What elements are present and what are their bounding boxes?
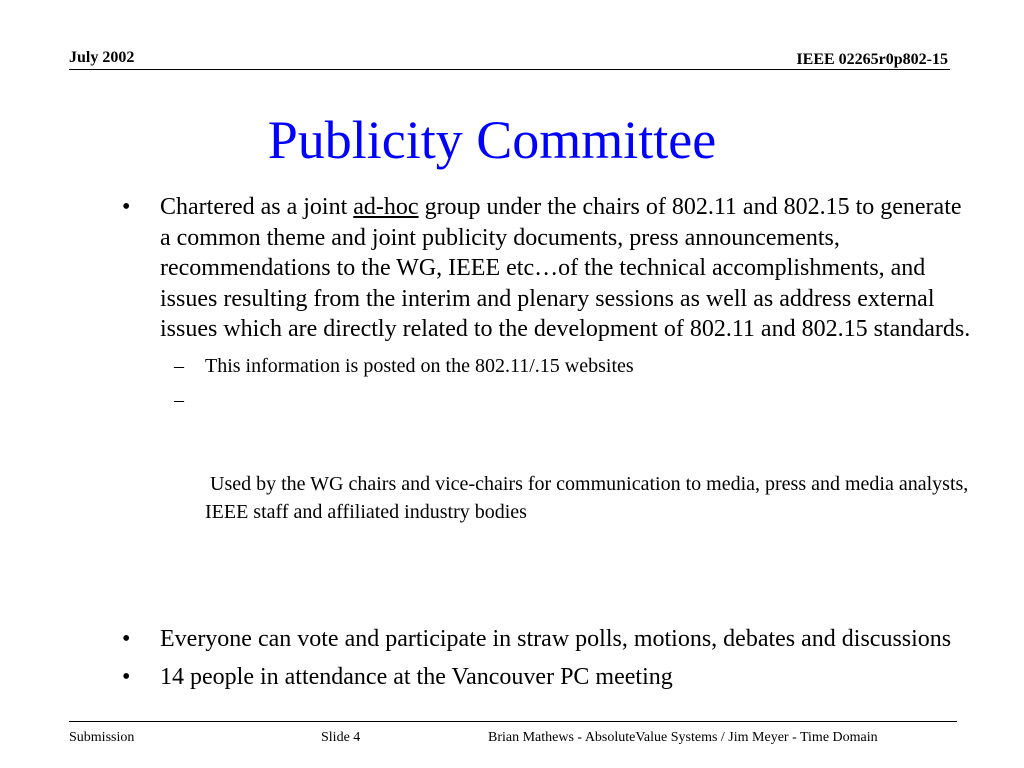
slide-body [118, 192, 978, 693]
bullet-text-before: Chartered as a joint [160, 194, 354, 220]
bullet-marker: • [122, 194, 131, 220]
sub-item-text: Used by the WG chairs and vice-chairs for communication to media, press and media analysts, IEEE staff and affiliated industry bodies [205, 472, 974, 523]
slide-title: Publicity Committee [267, 110, 717, 170]
header-divider [69, 69, 950, 70]
header-date: July 2002 [69, 49, 135, 66]
footer-slide-number: Slide 4 [321, 730, 361, 745]
sub-item-marker: – [174, 354, 184, 377]
bullet-item-attendance [118, 662, 978, 693]
bullet-text-after: group under the chairs of 802.11 and 802.15 to generate a common theme and joint publicity documents, press announcements, recommendations to the WG, IEEE etc…of the technical accomplishments, and issues resulting from the interim and plenary sessions as well as address external issues which are directly related to the development of 802.11 and 802.15 standards. [160, 194, 971, 342]
bullet-marker: • [122, 625, 131, 652]
footer-submission: Submission [69, 730, 135, 745]
bullet-item-charter [118, 192, 978, 345]
sub-item-text: This information is posted on the 802.11/.15 websites [205, 354, 634, 377]
header-document-id: IEEE 02265r0p802-15 [796, 51, 948, 68]
underlined-term: ad-hoc [353, 194, 419, 220]
sub-item-marker: – [174, 388, 184, 411]
sub-item-usage [118, 386, 978, 582]
bullet-marker: • [122, 664, 131, 690]
bullet-item-voting [118, 624, 978, 655]
bullet-text [160, 192, 978, 345]
footer-divider [69, 721, 957, 722]
sub-item-websites [118, 352, 978, 380]
bullet-text: 14 people in attendance at the Vancouver PC meeting [160, 664, 673, 690]
bullet-text: Everyone can vote and participate in straw polls, motions, debates and discussions [160, 625, 952, 652]
footer-authors: Brian Mathews - AbsoluteValue Systems / Jim Meyer - Time Domain [488, 730, 878, 745]
